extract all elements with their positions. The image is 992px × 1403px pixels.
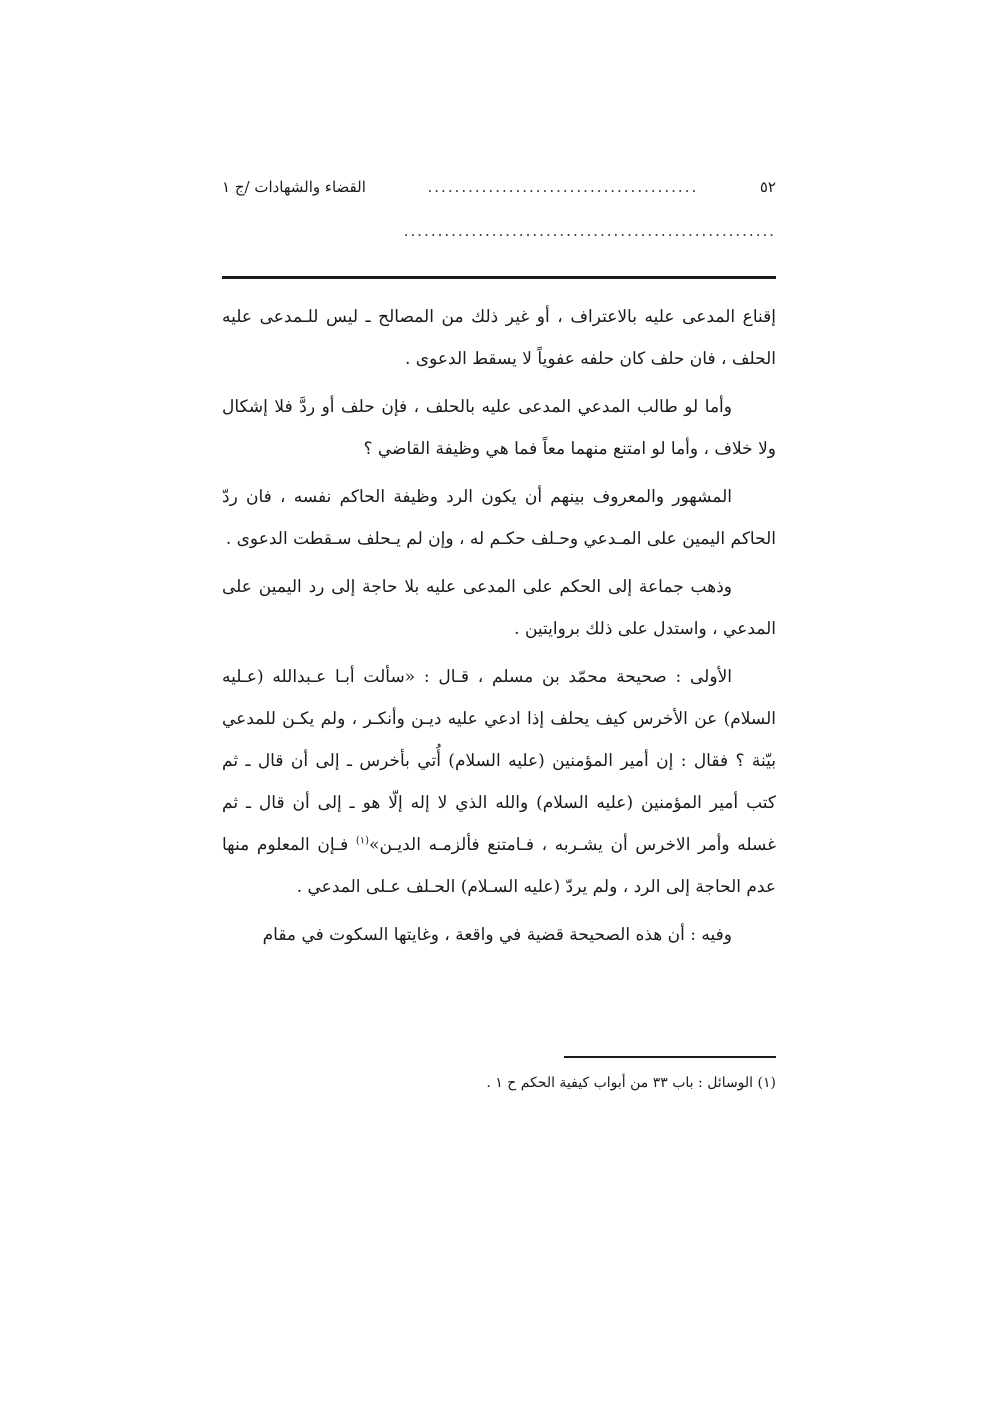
footnote-marker: (١) <box>355 835 370 847</box>
page-number: ٥٢ <box>759 178 776 196</box>
header-rule <box>222 276 776 279</box>
footnote: (١) الوسائل : باب ٣٣ من أبواب كيفية الحكم ح ١ . <box>486 1075 776 1091</box>
footnote-rule <box>564 1056 776 1058</box>
paragraph-2: وأما لو طالب المدعي المدعى عليه بالحلف ، فإن حلف أو ردَّ فلا إشكال ولا خلاف ، وأما لو امتنع منهما معاً فما هي وظيفة القاضي ؟ <box>222 397 776 459</box>
body-text <box>222 296 776 962</box>
paragraph-6: وفيه : أن هذه الصحيحة قضية في واقعة ، وغايتها السكوت في مقام <box>262 925 732 945</box>
paragraph-4: وذهب جماعة إلى الحكم على المدعى عليه بلا حاجة إلى رد اليمين على المدعي ، واستدل على ذلك بروايتين . <box>222 577 776 639</box>
paragraph-5 <box>222 656 776 908</box>
paragraph-5-text: الأولى : صحيحة محمّد بن مسلم ، قـال : «سألت أبـا عـبدالله (عـليه السلام) عن الأخرس كيف يحلف إذا ادعي عليه ديـن وأنكـر ، ولم يكـن للمدعي بيّنة ؟ فقال : إن أمير المؤمنين (عليه السلام) أُتي بأخرس ـ إلى أن قال ـ ثم كتب أمير المؤمنين (عليه السلام) والله الذي لا إله إلّا هو ـ إلى أن قال ـ ثم غسله وأمر الاخرس أن يشـربه ، فـامتنع فألزمـه الديـن» <box>222 667 776 855</box>
running-title: القضاء والشهادات /ج ١ <box>222 178 366 196</box>
paragraph-3: المشهور والمعروف بينهم أن يكون الرد وظيفة الحاكم نفسه ، فان ردّ الحاكم اليمين على المـدعي وحـلف حكـم له ، وإن لم يـحلف سـقطت الدعوى . <box>222 487 776 549</box>
paragraph-5-tail: فـإن المعلوم منها عدم الحاجة إلى الرد ، ولم يردّ (عليه السـلام) الحـلف عـلى المدعي . <box>222 835 776 897</box>
header-dot-leader: ........................................ <box>427 178 699 196</box>
dotted-separator: ....................................................... <box>403 222 776 240</box>
paragraph-1: إقناع المدعى عليه بالاعتراف ، أو غير ذلك من المصالح ـ ليس للـمدعى عليه الحلف ، فان حلف كان حلفه عفوياً لا يسقط الدعوى . <box>222 307 776 369</box>
book-page <box>222 0 776 1403</box>
running-header <box>222 172 776 202</box>
